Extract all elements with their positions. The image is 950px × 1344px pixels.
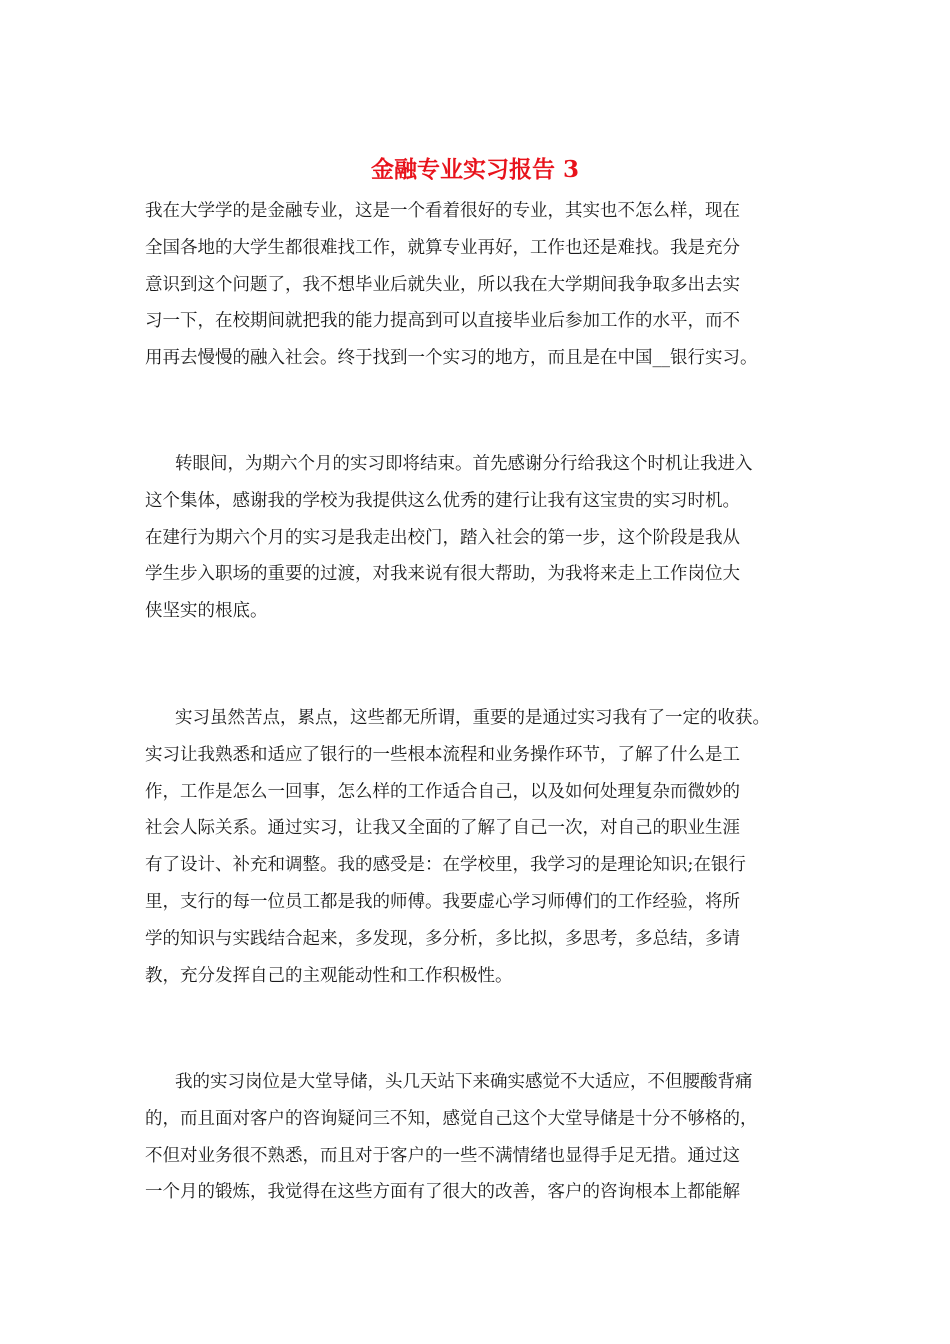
paragraph-line: 教，充分发挥自己的主观能动性和工作积极性。: [145, 965, 513, 986]
paragraph-line: 转眼间，为期六个月的实习即将结束。首先感谢分行给我这个时机让我进入: [175, 454, 753, 474]
document-title: 金融专业实习报告 3: [370, 156, 579, 183]
paragraph-line: 社会人际关系。通过实习，让我又全面的了解了自己一次，对自己的职业生涯: [145, 818, 740, 839]
paragraph-line: 侠坚实的根底。: [145, 601, 268, 622]
paragraph-line: 意识到这个问题了，我不想毕业后就失业，所以我在大学期间我争取多出去实: [145, 274, 740, 295]
paragraph-3: [145, 700, 770, 994]
paragraph-line: 我的实习岗位是大堂导储，头几天站下来确实感觉不大适应，不但腰酸背痛: [175, 1072, 753, 1092]
paragraph-line: 有了设计、补充和调整。我的感受是：在学校里，我学习的是理论知识;在银行: [145, 855, 746, 876]
paragraph-line: 实习让我熟悉和适应了银行的一些根本流程和业务操作环节，了解了什么是工: [145, 744, 740, 765]
paragraph-line: 不但对业务很不熟悉，而且对于客户的一些不满情绪也显得手足无措。通过这: [145, 1145, 740, 1166]
paragraph-line: 实习虽然苦点，累点，这些都无所谓，重要的是通过实习我有了一定的收获。: [175, 708, 770, 728]
paragraph-1: [145, 193, 758, 377]
paragraph-line: 习一下，在校期间就把我的能力提高到可以直接毕业后参加工作的水平，而不: [145, 311, 740, 332]
paragraph-line: 里，支行的每一位员工都是我的师傅。我要虚心学习师傅们的工作经验，将所: [145, 891, 740, 912]
paragraph-line: 我在大学学的是金融专业，这是一个看着很好的专业，其实也不怎么样，现在: [145, 201, 740, 221]
paragraph-line: 全国各地的大学生都很难找工作，就算专业再好，工作也还是难找。我是充分: [145, 237, 740, 258]
paragraph-line: 作，工作是怎么一回事，怎么样的工作适合自己，以及如何处理复杂而微妙的: [145, 781, 740, 802]
paragraph-line: 学的知识与实践结合起来，多发现，多分析，多比拟，多思考，多总结，多请: [145, 928, 740, 949]
paragraph-line: 一个月的锻炼，我觉得在这些方面有了很大的改善，客户的咨询根本上都能解: [145, 1182, 740, 1203]
paragraph-line: 在建行为期六个月的实习是我走出校门，踏入社会的第一步，这个阶段是我从: [145, 527, 740, 548]
paragraph-line: 用再去慢慢的融入社会。终于找到一个实习的地方，而且是在中国__银行实习。: [145, 348, 758, 369]
paragraph-4: [145, 1064, 758, 1211]
paragraph-line: 的，而且面对客户的咨询疑问三不知，感觉自己这个大堂导储是十分不够格的，: [145, 1108, 758, 1129]
paragraph-line: 这个集体，感谢我的学校为我提供这么优秀的建行让我有这宝贵的实习时机。: [145, 490, 740, 511]
paragraph-2: [145, 446, 753, 630]
paragraph-line: 学生步入职场的重要的过渡，对我来说有很大帮助，为我将来走上工作岗位大: [145, 564, 740, 585]
